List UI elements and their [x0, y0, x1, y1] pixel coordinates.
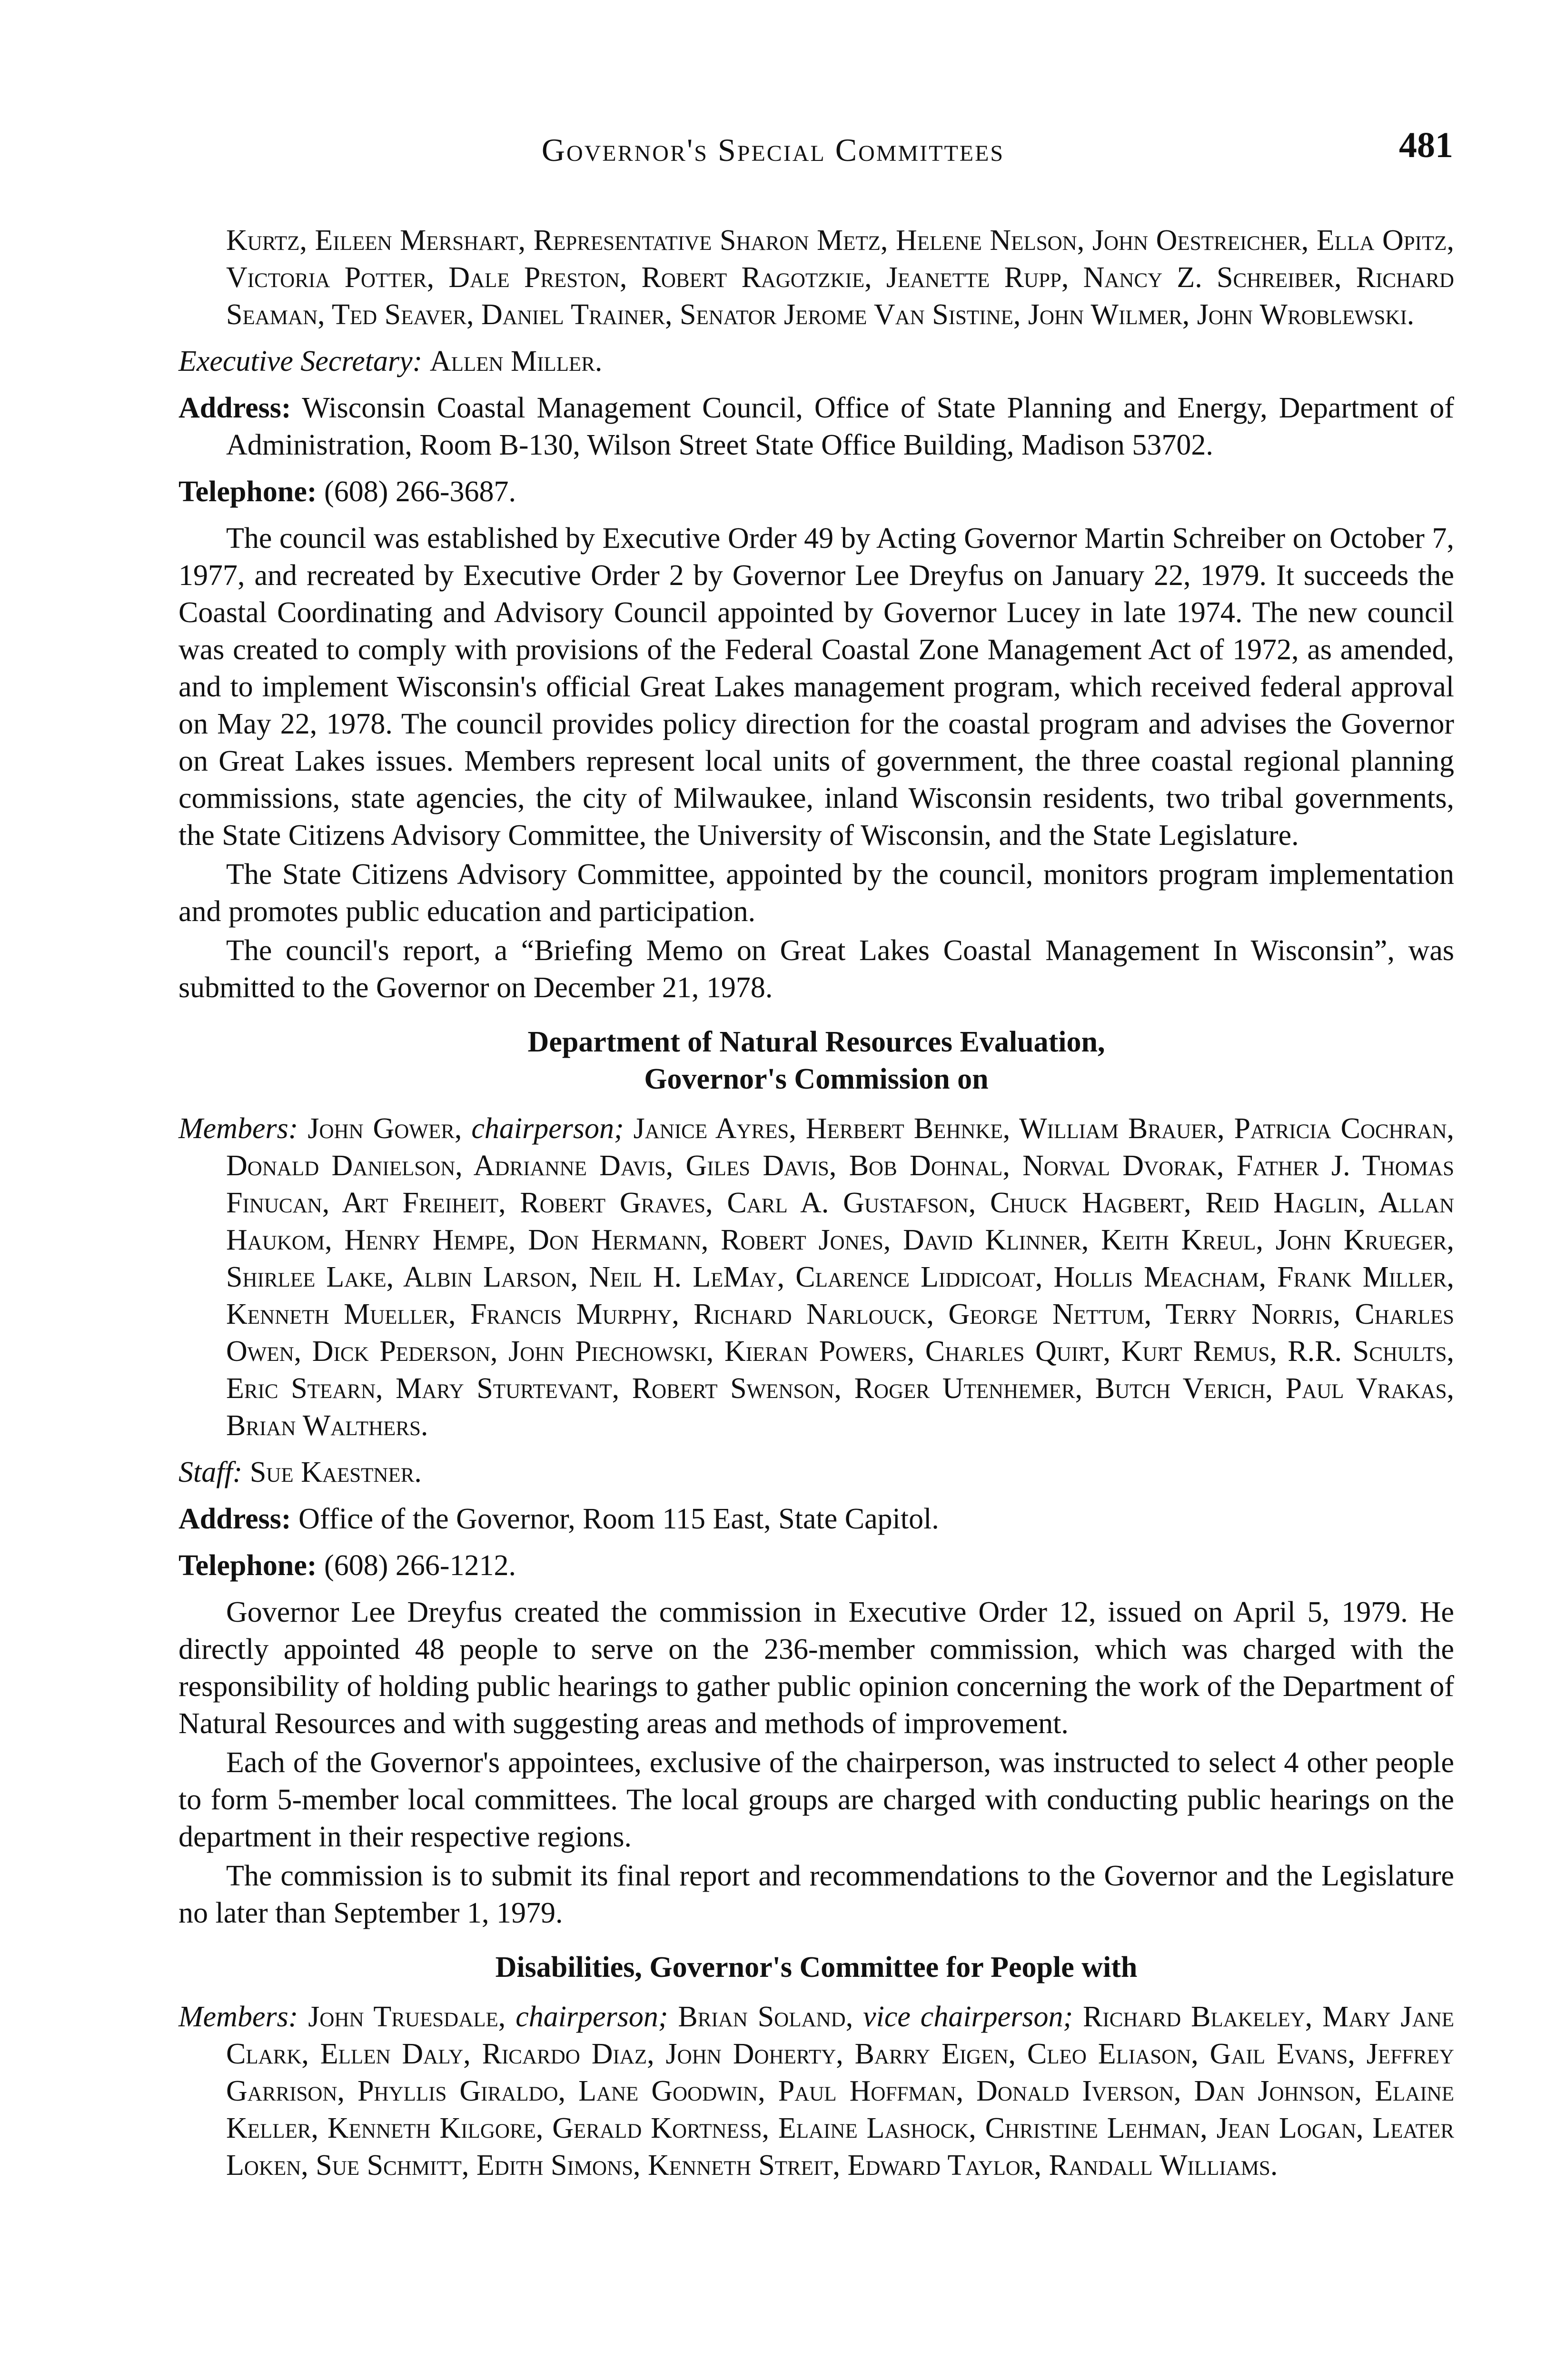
- running-title: Governor's Special Committees: [541, 132, 1005, 168]
- chair-role: chairperson;: [515, 2001, 668, 2033]
- address-value: Office of the Governor, Room 115 East, State Capitol.: [298, 1503, 939, 1535]
- dnr-section-title: [178, 1023, 1454, 1098]
- dnr-title-line-1: Department of Natural Resources Evaluation,: [527, 1026, 1105, 1058]
- chair-name: John Truesdale,: [308, 2001, 506, 2033]
- dnr-title-line-2: Governor's Commission on: [644, 1063, 989, 1095]
- dnr-staff: [178, 1454, 1454, 1491]
- coastal-executive-secretary: [178, 343, 1454, 380]
- members-label: Members:: [178, 1112, 298, 1145]
- telephone-value: (608) 266-3687.: [324, 476, 516, 508]
- chair-role: chairperson;: [471, 1112, 624, 1145]
- staff-name: Sue Kaestner.: [249, 1456, 422, 1488]
- staff-label: Staff:: [178, 1456, 243, 1488]
- vice-chair-name: Brian Soland,: [678, 2001, 853, 2033]
- telephone-label: Telephone:: [178, 476, 317, 508]
- disabilities-members: [178, 1998, 1454, 2184]
- address-label: Address:: [178, 392, 291, 424]
- members-label: Members:: [178, 2001, 298, 2033]
- coastal-telephone: [178, 473, 1454, 510]
- members-list: Janice Ayres, Herbert Behnke, William Brauer, Patricia Cochran, Donald Danielson, Adrianne Davis, Giles Davis, Bob Dohnal, Norval Dvorak, Father J. Thomas Finucan, Art Freiheit, Robert Graves, Carl A. Gustafson, Chuck Hagbert, Reid Haglin, Allan Haukom, Henry Hempe, Don Hermann, Robert Jones, David Klinner, Keith Kreul, John Krueger, Shirlee Lake, Albin Larson, Neil H. LeMay, Clarence Liddicoat, Hollis Meacham, Frank Miller, Kenneth Mueller, Francis Murphy, Richard Narlouck, George Nettum, Terry Norris, Charles Owen, Dick Pederson, John Piechowski, Kieran Powers, Charles Quirt, Kurt Remus, R.R. Schults, Eric Stearn, Mary Sturtevant, Robert Swenson, Roger Utenhemer, Butch Verich, Paul Vrakas, Brian Walthers.: [226, 1112, 1455, 1442]
- coastal-paragraph: The State Citizens Advisory Committee, appointed by the council, monitors program implementation and promotes public education and participation.: [178, 858, 1454, 928]
- dnr-members: [178, 1110, 1454, 1444]
- dnr-paragraph: Each of the Governor's appointees, exclusive of the chairperson, was instructed to select 4 other people to form 5-member local committees. The local groups are charged with conducting public hearings on the department in their respective regions.: [178, 1746, 1454, 1853]
- coastal-address: [178, 389, 1454, 464]
- telephone-value: (608) 266-1212.: [324, 1549, 516, 1582]
- address-label: Address:: [178, 1503, 291, 1535]
- vice-chair-role: vice chairperson;: [863, 2001, 1073, 2033]
- members-list: Richard Blakeley, Mary Jane Clark, Ellen Daly, Ricardo Diaz, John Doherty, Barry Eigen, Cleo Eliason, Gail Evans, Jeffrey Garrison, Phyllis Giraldo, Lane Goodwin, Paul Hoffman, Donald Iverson, Dan Johnson, Elaine Keller, Kenneth Kilgore, Gerald Kortness, Elaine Lashock, Christine Lehman, Jean Logan, Leater Loken, Sue Schmitt, Edith Simons, Kenneth Streit, Edward Taylor, Randall Williams.: [226, 2001, 1455, 2182]
- coastal-members-continued: Kurtz, Eileen Mershart, Representative Sharon Metz, Helene Nelson, John Oestreicher, Ella Opitz, Victoria Potter, Dale Preston, Robert Ragotzkie, Jeanette Rupp, Nancy Z. Schreiber, Richard Seaman, Ted Seaver, Daniel Trainer, Senator Jerome Van Sistine, John Wilmer, John Wroblewski.: [226, 224, 1454, 331]
- telephone-label: Telephone:: [178, 1549, 317, 1582]
- dnr-paragraph: Governor Lee Dreyfus created the commission in Executive Order 12, issued on April 5, 1979. He directly appointed 48 people to serve on the 236-member commission, which was charged with the responsibility of holding public hearings to gather public opinion concerning the work of the Department of Natural Resources and with suggesting areas and methods of improvement.: [178, 1596, 1454, 1740]
- dnr-address: [178, 1500, 1454, 1537]
- page-number: 481: [1399, 125, 1453, 165]
- executive-secretary-label: Executive Secretary:: [178, 345, 423, 377]
- address-value: Wisconsin Coastal Management Council, Office of State Planning and Energy, Department of Administration, Room B-130, Wilson Street State Office Building, Madison 53702.: [226, 392, 1454, 461]
- disabilities-section-title: Disabilities, Governor's Committee for People with: [495, 1951, 1138, 1983]
- page-body: [178, 222, 1454, 2193]
- executive-secretary-name: Allen Miller.: [429, 345, 603, 377]
- dnr-telephone: [178, 1547, 1454, 1584]
- page-header: [0, 125, 1546, 177]
- coastal-paragraph: The council's report, a “Briefing Memo on Great Lakes Coastal Management In Wisconsin”, was submitted to the Governor on December 21, 1978.: [178, 934, 1454, 1004]
- coastal-paragraph: The council was established by Executive Order 49 by Acting Governor Martin Schreiber on October 7, 1977, and recreated by Executive Order 2 by Governor Lee Dreyfus on January 22, 1979. It succeeds the Coastal Coordinating and Advisory Council appointed by Governor Lucey in late 1974. The new council was created to comply with provisions of the Federal Coastal Zone Management Act of 1972, as amended, and to implement Wisconsin's official Great Lakes management program, which received federal approval on May 22, 1978. The council provides policy direction for the coastal program and advises the Governor on Great Lakes issues. Members represent local units of government, the three coastal regional planning commissions, state agencies, the city of Milwaukee, inland Wisconsin residents, two tribal governments, the State Citizens Advisory Committee, the University of Wisconsin, and the State Legislature.: [178, 522, 1454, 852]
- chair-name: John Gower,: [307, 1112, 462, 1145]
- dnr-paragraph: The commission is to submit its final report and recommendations to the Governor and the Legislature no later than September 1, 1979.: [178, 1860, 1454, 1929]
